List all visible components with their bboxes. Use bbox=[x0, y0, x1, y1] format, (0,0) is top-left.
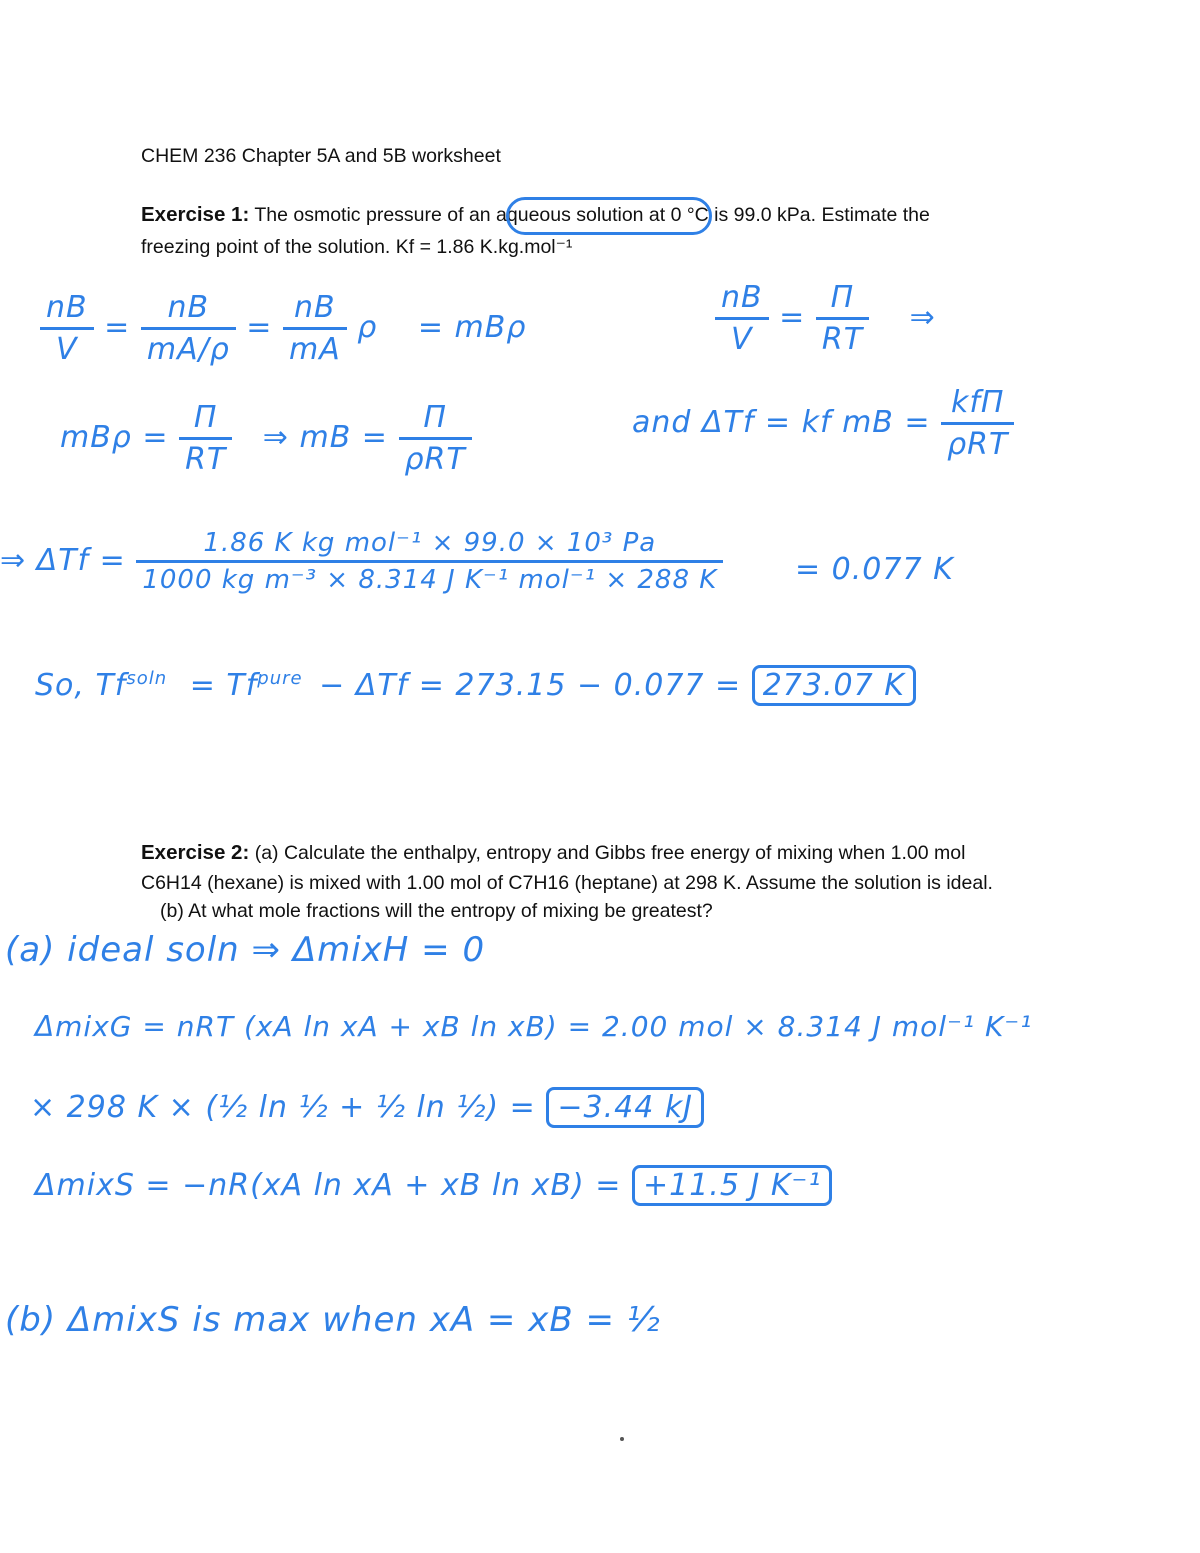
hw-ex2-a1: (a) ideal soln ⇒ ΔmixH = 0 bbox=[5, 930, 486, 970]
hw-frac-nb-ma-rho: $\frac{nB}{mA/\rho}$ bbox=[141, 290, 236, 367]
aqueous-solution-highlight bbox=[506, 197, 712, 235]
hw-frac-nb-v: $\frac{nB}{V}$ bbox=[40, 290, 94, 367]
exercise-1-text: The osmotic pressure of an aqueous solution at 0 °C is 99.0 kPa. Estimate the bbox=[254, 204, 930, 226]
exercise-2-line-2: C6H14 (hexane) is mixed with 1.00 mol of C7H16 (heptane) at 298 K. Assume the solution is ideal. bbox=[141, 872, 993, 894]
hw-freezing-point-answer: 273.07 K bbox=[752, 665, 916, 706]
hw-ex2-b1: (b) ΔmixS is max when xA = xB = ½ bbox=[5, 1300, 661, 1340]
exercise-2-text: (a) Calculate the enthalpy, entropy and Gibbs free energy of mixing when 1.00 mol bbox=[254, 842, 966, 864]
hw-gibbs-answer: −3.44 kJ bbox=[546, 1087, 704, 1128]
hw-frac-nb-ma: $\frac{nB}{mA}$ bbox=[283, 290, 347, 367]
hw-delta-tf-result: = 0.077 K bbox=[795, 552, 954, 587]
hw-row-1-right: $\frac{nB}{V}$ = $\frac{\Pi}{RT}$ ⇒ bbox=[715, 280, 936, 357]
hw-ex2-a2: ΔmixG = nRT (xA ln xA + xB ln xB) = 2.00 mol × 8.314 J mol⁻¹ K⁻¹ bbox=[35, 1010, 1033, 1043]
exercise-1-label: Exercise 1: bbox=[141, 203, 250, 226]
hw-ex2-a3: × 298 K × (½ ln ½ + ½ ln ½) = −3.44 kJ bbox=[30, 1090, 704, 1125]
hw-row-2-right: and ΔTf = kf mB = $\frac{\text{kfΠ}}{\text{ρRT}}$ bbox=[632, 385, 1014, 462]
stray-dot bbox=[620, 1437, 624, 1441]
worksheet-title: CHEM 236 Chapter 5A and 5B worksheet bbox=[141, 145, 501, 167]
hw-delta-tf-fraction: $\frac{\text{1.86 K kg mol⁻¹ × 99.0 × 10³ Pa}}{\text{1000 kg m⁻³ × 8.314 J K⁻¹ mol⁻¹ × 288 K}}$ bbox=[136, 528, 723, 595]
hw-row-3: ⇒ ΔTf = $\frac{\text{1.86 K kg mol⁻¹ × 99.0 × 10³ Pa}}{\text{1000 kg m⁻³ × 8.314 J K⁻¹ mol⁻¹ × 288 K}}$ bbox=[0, 528, 723, 595]
hw-entropy-answer: +11.5 J K⁻¹ bbox=[632, 1165, 832, 1206]
hw-row-2: mBρ = $\frac{\Pi}{RT}$ ⇒ mB = $\frac{\Pi}{\text{ρRT}}$ bbox=[60, 400, 472, 477]
hw-ex2-a4: ΔmixS = −nR(xA ln xA + xB ln xB) = +11.5 J K⁻¹ bbox=[35, 1168, 832, 1203]
exercise-2-line-1 bbox=[141, 838, 965, 868]
hw-row-1: $\frac{nB}{V}$ = $\frac{nB}{mA/\rho}$ = $\frac{nB}{mA}$ ρ = mBρ bbox=[40, 290, 526, 367]
hw-row-4: So, $Tf^{soln} = Tf^{pure} - \Delta Tf = 273.15 - 0.077 = 273.07$ K bbox=[35, 668, 916, 703]
exercise-1-line-2: freezing point of the solution. Kf = 1.86 K.kg.mol⁻¹ bbox=[141, 236, 573, 258]
exercise-2-label: Exercise 2: bbox=[141, 841, 250, 864]
exercise-2-line-3: (b) At what mole fractions will the entropy of mixing be greatest? bbox=[160, 900, 713, 922]
